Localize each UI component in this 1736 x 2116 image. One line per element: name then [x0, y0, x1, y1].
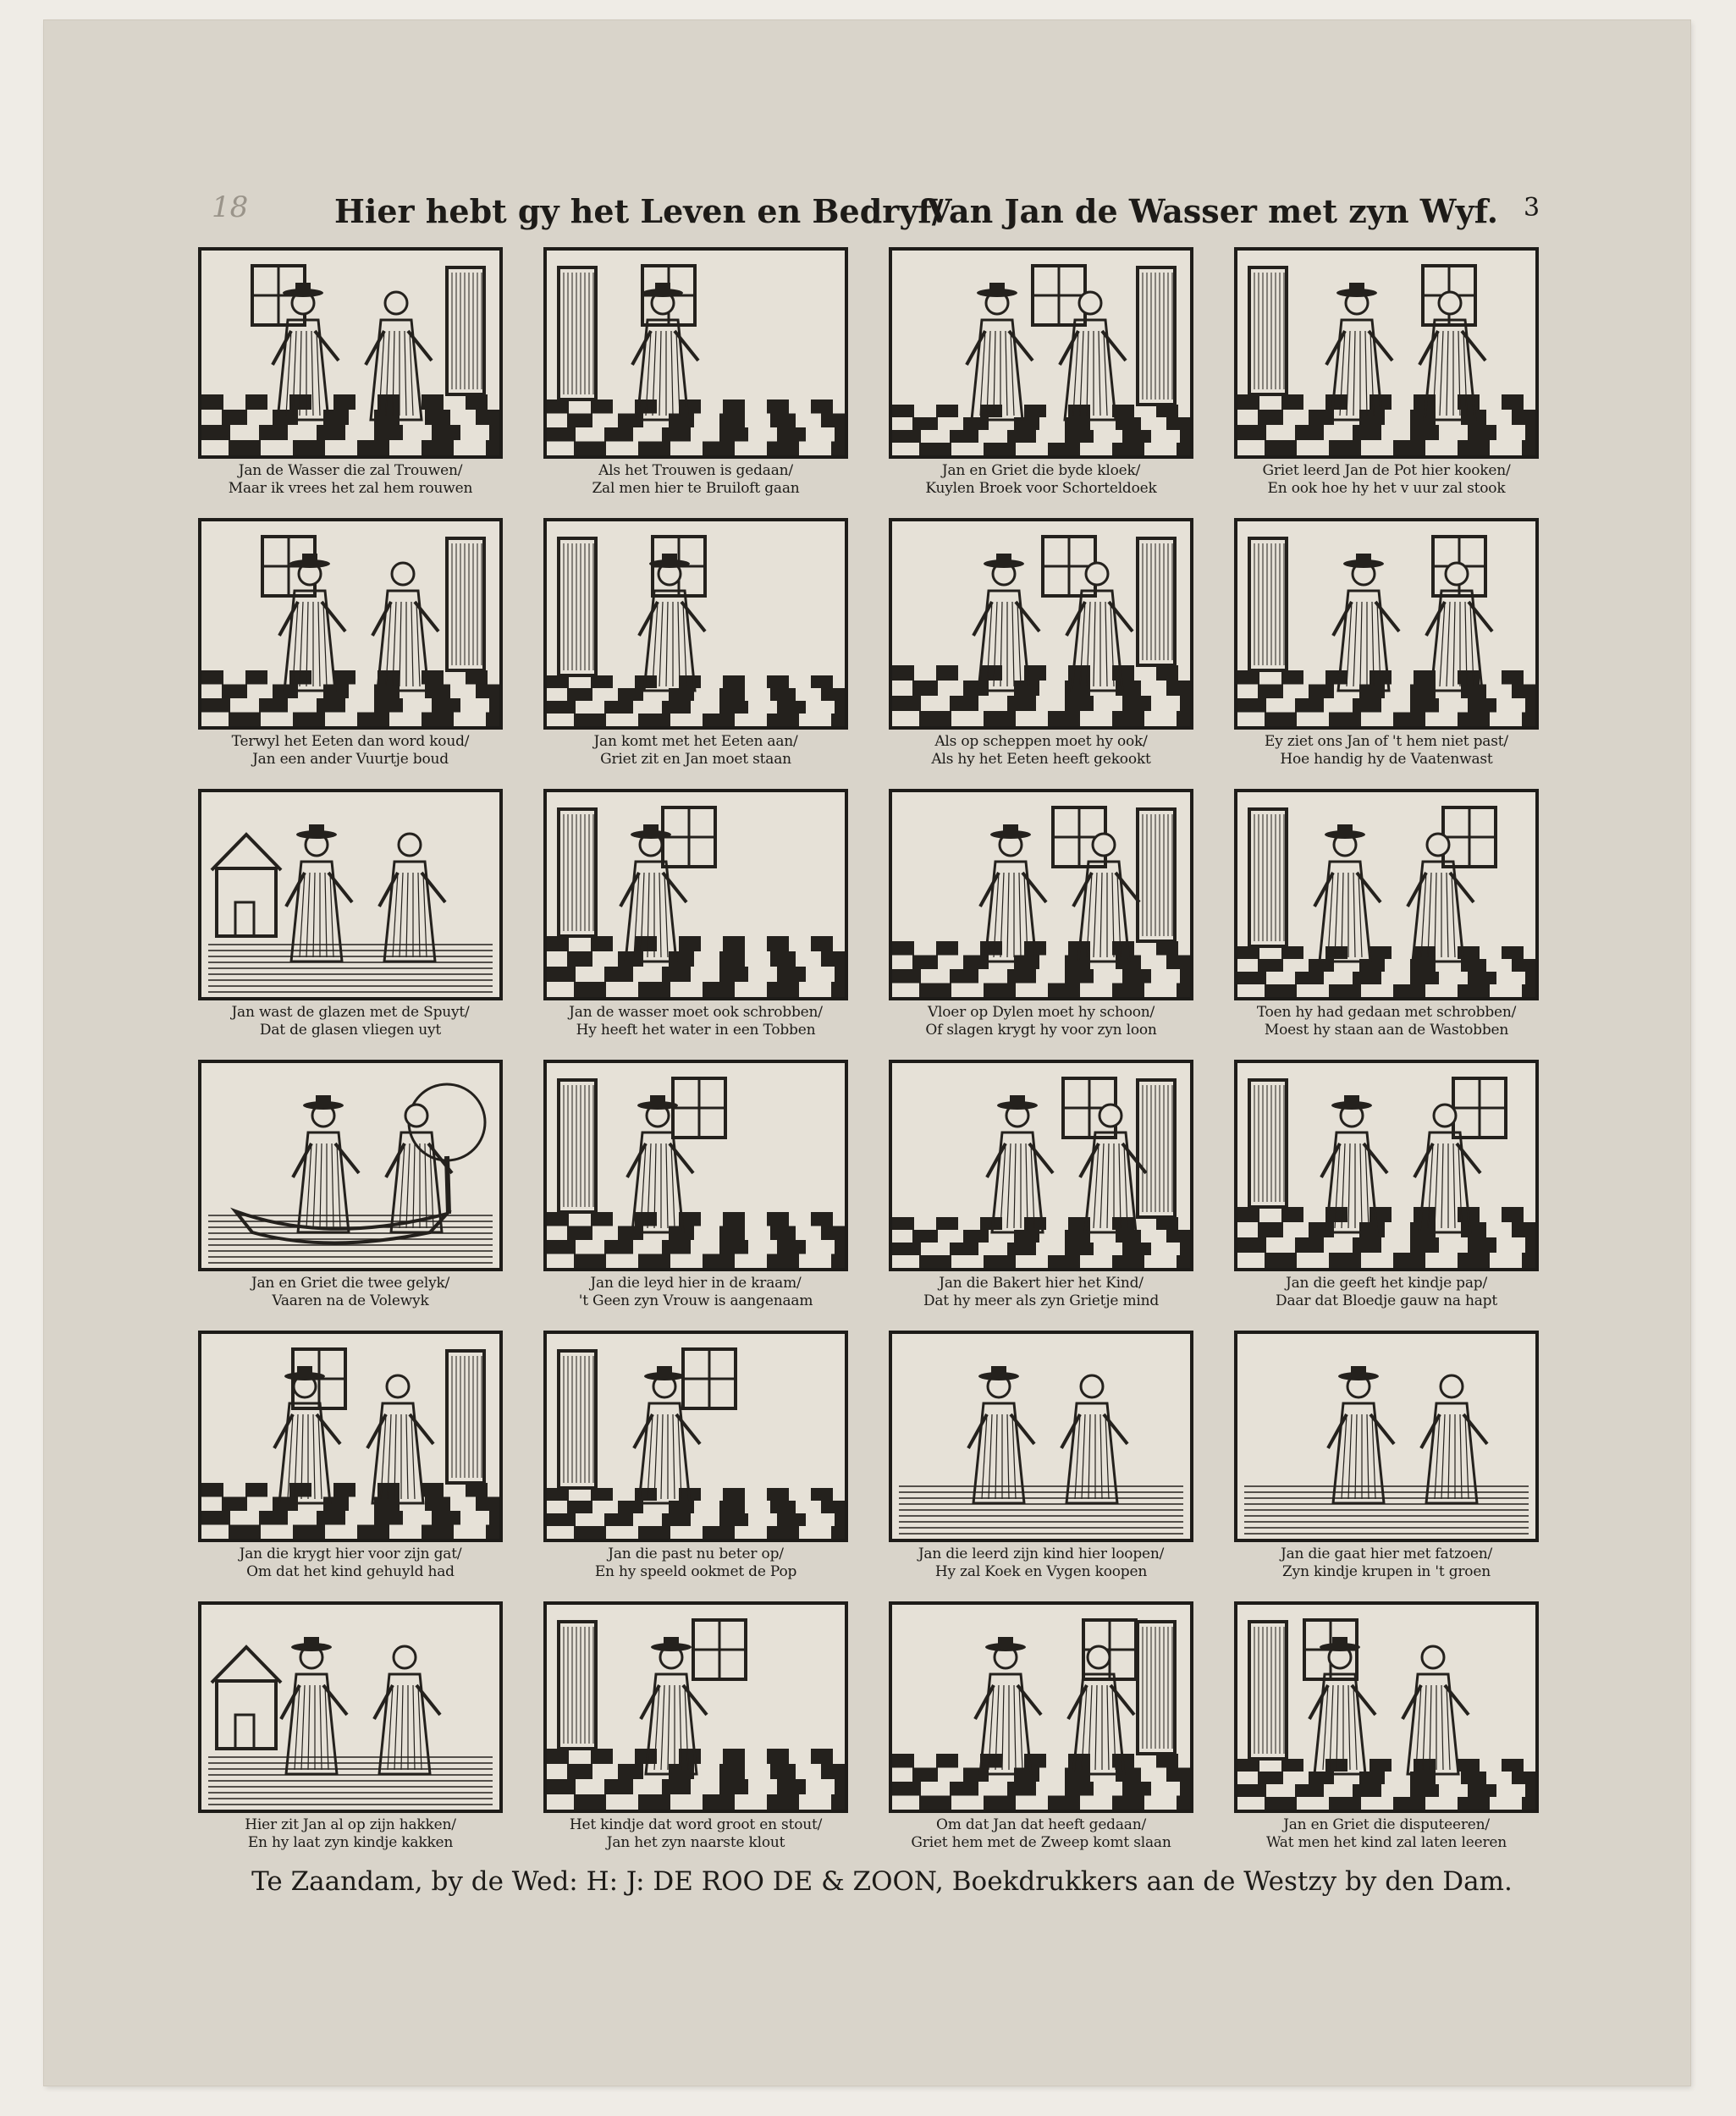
woodcut-illustration: [1234, 1060, 1539, 1271]
figure: [386, 1105, 452, 1232]
woodcut-scene: [1237, 1605, 1535, 1810]
figure: [1060, 292, 1126, 420]
panel-caption: [885, 1816, 1197, 1852]
floor-tiles: [1237, 946, 1535, 997]
floor-tiles: [1237, 1759, 1535, 1810]
panel-caption: [195, 733, 506, 769]
woodcut-scene: [201, 1605, 499, 1810]
woodcut-illustration: [889, 247, 1193, 459]
figure: [379, 834, 445, 962]
woodcut-illustration: [198, 1060, 503, 1271]
figure: [968, 1366, 1034, 1503]
woodcut-illustration: [889, 1331, 1193, 1542]
panel-caption: [540, 1816, 851, 1852]
woodcut-scene: [1237, 521, 1535, 726]
figure: [293, 1095, 359, 1232]
caption-line-2: Jan het zyn naarste klout: [606, 1834, 785, 1851]
panel: [195, 789, 506, 1043]
figure: [1309, 1637, 1375, 1774]
panel: [1231, 1331, 1542, 1584]
caption-line-1: Jan komt met het Eeten aan/: [593, 733, 798, 750]
panel-caption: [195, 1546, 506, 1581]
panel: [1231, 247, 1542, 501]
floor-tiles: [892, 1754, 1190, 1810]
window: [1453, 1078, 1506, 1138]
woodcut-scene: [201, 1063, 499, 1268]
figure: [639, 554, 705, 691]
panel: [540, 1331, 851, 1584]
caption-line-2: Zal men hier te Bruiloft gaan: [592, 480, 800, 497]
caption-line-2: Maar ik vrees het zal hem rouwen: [228, 480, 473, 497]
woodcut-illustration: [1234, 1331, 1539, 1542]
caption-line-1: Griet leerd Jan de Pot hier kooken/: [1262, 462, 1511, 479]
caption-line-2: Dat hy meer als zyn Grietje mind: [923, 1292, 1160, 1309]
panel: [1231, 789, 1542, 1043]
caption-line-1: Jan die gaat hier met fatzoen/: [1280, 1546, 1493, 1562]
floor-tiles: [201, 394, 499, 455]
figure: [1061, 1375, 1127, 1503]
caption-line-1: Jan de wasser moet ook schrobben/: [569, 1004, 823, 1021]
caption-line-1: Jan en Griet die twee gelyk/: [251, 1275, 450, 1292]
woodcut-illustration: [1234, 789, 1539, 1000]
panel-caption: [540, 462, 851, 498]
woodcut-illustration: [889, 518, 1193, 730]
panel-caption: [1231, 462, 1542, 498]
caption-line-1: Jan en Griet die disputeeren/: [1283, 1816, 1490, 1833]
sheet-number: 3: [1524, 193, 1540, 223]
woodcut-scene: [1237, 251, 1535, 455]
caption-line-1: Toen hy had gedaan met schrobben/: [1256, 1004, 1517, 1021]
woodcut-scene: [892, 1063, 1190, 1268]
caption-line-2: Wat men het kind zal laten leeren: [1266, 1834, 1507, 1851]
woodcut-illustration: [543, 1060, 848, 1271]
panel: [540, 789, 851, 1043]
panel-caption: [195, 1004, 506, 1039]
panel-caption: [885, 1275, 1197, 1310]
window: [693, 1620, 746, 1679]
figure: [1408, 834, 1474, 962]
woodcut-scene: [547, 1605, 845, 1810]
caption-line-2: Als hy het Eeten heeft gekookt: [931, 751, 1151, 768]
woodcut-illustration: [543, 1601, 848, 1813]
panel: [195, 1060, 506, 1314]
floor-tiles: [201, 1483, 499, 1539]
panel: [195, 1601, 506, 1855]
door: [1249, 538, 1287, 670]
pencil-annotation: 18: [212, 190, 249, 224]
woodcut-scene: [547, 251, 845, 455]
woodcut-grid: [195, 247, 1542, 1855]
figure: [967, 283, 1033, 420]
panel: [195, 247, 506, 501]
woodcut-illustration: [1234, 518, 1539, 730]
door: [1138, 809, 1175, 941]
panel-caption: [885, 1546, 1197, 1581]
caption-line-2: Griet hem met de Zweep komt slaan: [911, 1834, 1171, 1851]
woodcut-illustration: [1234, 247, 1539, 459]
woodcut-scene: [201, 251, 499, 455]
panel-caption: [1231, 1004, 1542, 1039]
figure: [1333, 554, 1399, 691]
panel: [885, 518, 1197, 772]
caption-line-2: En hy laat zyn kindje kakken: [247, 1834, 454, 1851]
caption-line-2: Vaaren na de Volewyk: [272, 1292, 429, 1309]
woodcut-illustration: [543, 518, 848, 730]
caption-line-2: Moest hy staan aan de Wastobben: [1264, 1022, 1509, 1039]
figure: [1421, 1375, 1487, 1503]
caption-line-1: Terwyl het Eeten dan word koud/: [231, 733, 470, 750]
panel: [885, 247, 1197, 501]
caption-line-1: Jan die Bakert hier het Kind/: [939, 1275, 1144, 1292]
caption-line-1: Als op scheppen moet hy ook/: [934, 733, 1148, 750]
figure: [627, 1095, 693, 1232]
caption-line-1: Het kindje dat word groot en stout/: [569, 1816, 823, 1833]
title-right: Van Jan de Wasser met zyn Wyf.: [927, 192, 1498, 230]
printer-imprint: Te Zaandam, by de Wed: H: J: DE ROO DE & ZOON, Boekdrukkers aan de Westzy by den Dam.: [251, 1866, 1513, 1897]
door: [559, 1622, 596, 1749]
figure: [1328, 1366, 1394, 1503]
panel-caption: [540, 733, 851, 769]
caption-line-2: 't Geen zyn Vrouw is aangenaam: [578, 1292, 813, 1309]
panel-caption: [195, 1275, 506, 1310]
woodcut-illustration: [543, 1331, 848, 1542]
figure: [987, 1095, 1053, 1232]
caption-line-2: Griet zit en Jan moet staan: [600, 751, 791, 768]
figure: [1403, 1646, 1469, 1774]
figure: [975, 1637, 1041, 1774]
figure: [634, 1366, 700, 1503]
caption-line-1: Jan de Wasser die zal Trouwen/: [238, 462, 463, 479]
figure: [286, 824, 352, 962]
woodcut-illustration: [543, 789, 848, 1000]
woodcut-scene: [1237, 1063, 1535, 1268]
caption-line-2: En hy speeld ookmet de Pop: [594, 1563, 797, 1580]
woodcut-scene: [892, 521, 1190, 726]
floor-tiles: [892, 941, 1190, 997]
woodcut-scene: [1237, 792, 1535, 997]
caption-line-1: Jan die past nu beter op/: [608, 1546, 784, 1562]
caption-line-2: En ook hoe hy het v uur zal stook: [1267, 480, 1506, 497]
woodcut-scene: [547, 1063, 845, 1268]
woodcut-illustration: [198, 247, 503, 459]
floor-tiles: [1237, 394, 1535, 455]
floor-tiles: [547, 400, 845, 455]
caption-line-2: Zyn kindje krupen in 't groen: [1282, 1563, 1491, 1580]
panel: [540, 1060, 851, 1314]
door: [1249, 267, 1287, 394]
panel-caption: [540, 1275, 851, 1310]
caption-line-1: Jan die leerd zijn kind hier loopen/: [918, 1546, 1165, 1562]
door: [1249, 809, 1287, 946]
caption-line-1: Ey ziet ons Jan of 't hem niet past/: [1265, 733, 1508, 750]
caption-line-2: Jan een ander Vuurtje boud: [252, 751, 449, 768]
caption-line-2: Hy heeft het water in een Tobben: [576, 1022, 816, 1039]
caption-line-1: Jan die leyd hier in de kraam/: [590, 1275, 802, 1292]
floor-tiles: [892, 665, 1190, 726]
window: [663, 807, 715, 867]
door: [559, 1351, 596, 1488]
caption-line-2: Hy zal Koek en Vygen koopen: [934, 1563, 1148, 1580]
panel-caption: [1231, 1816, 1542, 1852]
caption-line-1: Jan die geeft het kindje pap/: [1286, 1275, 1487, 1292]
window: [1033, 266, 1085, 325]
door: [1249, 1622, 1287, 1759]
woodcut-scene: [201, 1334, 499, 1539]
panel: [540, 1601, 851, 1855]
woodcut-scene: [892, 1334, 1190, 1539]
caption-line-1: Jan en Griet die byde kloek/: [941, 462, 1141, 479]
figure: [1314, 824, 1381, 962]
panel-caption: [885, 1004, 1197, 1039]
panel-caption: [1231, 733, 1542, 769]
panel: [885, 789, 1197, 1043]
door: [1249, 1080, 1287, 1207]
panel: [1231, 1060, 1542, 1314]
caption-line-1: Hier zit Jan al op zijn hakken/: [245, 1816, 456, 1833]
door: [559, 267, 596, 400]
woodcut-scene: [201, 792, 499, 997]
caption-line-2: Of slagen krygt hy voor zyn loon: [925, 1022, 1157, 1039]
woodcut-illustration: [1234, 1601, 1539, 1813]
panel-caption: [885, 733, 1197, 769]
caption-line-2: Hoe handig hy de Vaatenwast: [1280, 751, 1493, 768]
woodcut-scene: [547, 521, 845, 726]
woodcut-scene: [547, 792, 845, 997]
caption-line-2: Daar dat Bloedje gauw na hapt: [1276, 1292, 1497, 1309]
panel-caption: [540, 1004, 851, 1039]
figure: [374, 1646, 440, 1774]
caption-line-1: Als het Trouwen is gedaan/: [598, 462, 793, 479]
floor-tiles: [547, 1212, 845, 1268]
door: [559, 809, 596, 936]
panel: [540, 518, 851, 772]
caption-line-2: Om dat het kind gehuyld had: [246, 1563, 455, 1580]
figure: [980, 824, 1046, 962]
woodcut-scene: [201, 521, 499, 726]
door: [1138, 538, 1175, 665]
window: [673, 1078, 725, 1138]
woodcut-illustration: [889, 1601, 1193, 1813]
floor-tiles: [1237, 1207, 1535, 1268]
woodcut-illustration: [198, 518, 503, 730]
floor-tiles: [547, 936, 845, 997]
floor-tiles: [547, 1488, 845, 1539]
woodcut-illustration: [543, 247, 848, 459]
woodcut-scene: [892, 1605, 1190, 1810]
window: [1443, 807, 1496, 867]
floor-tiles: [201, 670, 499, 726]
woodcut-scene: [892, 251, 1190, 455]
panel: [885, 1060, 1197, 1314]
floor-tiles: [892, 405, 1190, 455]
door: [1138, 267, 1175, 405]
floor-tiles: [1237, 670, 1535, 726]
door: [1138, 1622, 1175, 1754]
woodcut-scene: [547, 1334, 845, 1539]
caption-line-1: Vloer op Dylen moet hy schoon/: [927, 1004, 1155, 1021]
panel: [195, 518, 506, 772]
woodcut-illustration: [198, 1331, 503, 1542]
panel: [1231, 518, 1542, 772]
woodcut-illustration: [198, 789, 503, 1000]
floor-tiles: [547, 675, 845, 726]
panel-caption: [540, 1546, 851, 1581]
panel: [885, 1331, 1197, 1584]
door: [447, 1351, 484, 1483]
woodcut-scene: [1237, 1334, 1535, 1539]
caption-line-2: Dat de glasen vliegen uyt: [259, 1022, 442, 1039]
door: [447, 538, 484, 670]
panel-caption: [1231, 1275, 1542, 1310]
door: [559, 1080, 596, 1212]
panel: [1231, 1601, 1542, 1855]
panel: [540, 247, 851, 501]
woodcut-illustration: [889, 789, 1193, 1000]
window: [683, 1349, 736, 1408]
figure: [274, 1366, 340, 1503]
panel-caption: [1231, 1546, 1542, 1581]
caption-line-1: Jan wast de glazen met de Spuyt/: [231, 1004, 470, 1021]
woodcut-scene: [892, 792, 1190, 997]
woodcut-illustration: [889, 1060, 1193, 1271]
panel-caption: [885, 462, 1197, 498]
caption-line-2: Kuylen Broek voor Schorteldoek: [925, 480, 1157, 497]
panel: [885, 1601, 1197, 1855]
caption-line-1: Jan die krygt hier voor zijn gat/: [239, 1546, 462, 1562]
panel-caption: [195, 462, 506, 498]
title-left: Hier hebt gy het Leven en Bedryf/: [334, 192, 944, 230]
panel-caption: [195, 1816, 506, 1852]
door: [559, 538, 596, 675]
woodcut-illustration: [198, 1601, 503, 1813]
door: [447, 267, 484, 394]
caption-line-1: Om dat Jan dat heeft gedaan/: [935, 1816, 1147, 1833]
door: [1138, 1080, 1175, 1217]
figure: [281, 1637, 347, 1774]
panel: [195, 1331, 506, 1584]
